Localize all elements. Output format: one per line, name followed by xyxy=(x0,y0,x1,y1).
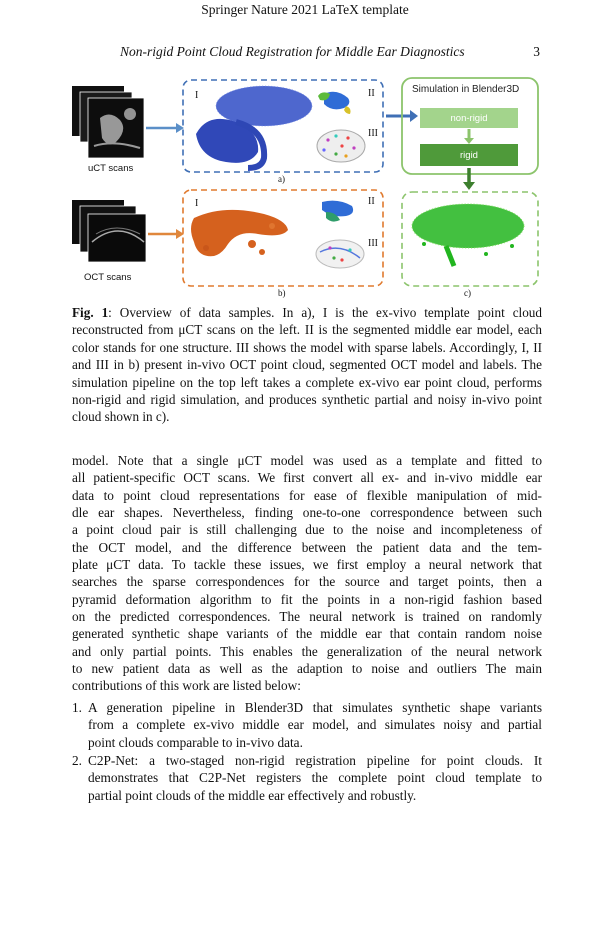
panel-a-label: a) xyxy=(278,174,285,184)
running-head: Springer Nature 2021 LaTeX template xyxy=(201,2,409,17)
contribution-line: partial point clouds of the middle ear effectively and robustly. xyxy=(88,787,417,803)
oct-point-cloud xyxy=(191,210,288,256)
body-line: the OCT model, and the difference between the patient data and the tem- xyxy=(72,539,542,555)
header-title: Non-rigid Point Cloud Registration for Middle Ear Diagnostics xyxy=(120,44,465,59)
arrow-sim-to-c-head xyxy=(463,182,475,190)
panel-b-label: b) xyxy=(278,288,286,298)
arrow-to-sim-head xyxy=(410,110,418,122)
contribution-item-2 xyxy=(72,752,542,804)
body-line: a point cloud pair is still challenging due to the noise and incompleteness of xyxy=(72,522,542,538)
synthetic-point-cloud xyxy=(412,204,524,266)
body-line: model. Note that a single μCT model was used as a template and fitted to xyxy=(72,453,542,468)
contribution-number: 1. xyxy=(72,700,82,715)
body-line: on the predicted correspondences. The neural network is trained on randomly xyxy=(72,609,542,625)
contribution-item-1 xyxy=(72,699,542,751)
oct-scans-label: OCT scans xyxy=(84,272,132,283)
body-line: and only partial points. This enables the generalization of the neural network xyxy=(72,643,542,659)
caption-text: : Overview of data samples. In a), I is the ex-vivo template point cloud reconstructed from μCT scans on the left. II is the segmented middle ear model, each color stands for one structure. III shows the model with sparse labels. Accordingly, I, II and III in b) present in-vivo OCT point cloud, segmented OCT model and labels. The simulation pipeline on the top left takes a complete ex-vivo ear point cloud, performs non-rigid and rigid simulation, and produces synthetic partial and noisy in-vivo point cloud shown in c). xyxy=(72,305,542,425)
panel-a-mark-II: II xyxy=(368,88,375,99)
simulation-title: Simulation in Blender3D xyxy=(412,84,520,95)
panel-b-mark-III: III xyxy=(368,238,378,249)
body-line: all patient-specific OCT scans. We first convert all ex- and in-vivo middle ear xyxy=(72,470,542,486)
uct-scans-label: uCT scans xyxy=(88,163,134,174)
contribution-line: C2P-Net: a two-staged non-rigid registration pipeline for point clouds. It xyxy=(88,753,542,768)
body-line: data to point cloud representations for ease of flexible manipulation of mid- xyxy=(72,487,542,503)
sim-nonrigid-label: non-rigid xyxy=(450,112,488,124)
body-line: pyramid deformation algorithm to fit the points in a non-rigid fashion based xyxy=(72,591,542,607)
contribution-number: 2. xyxy=(72,753,82,768)
panel-a-mark-III: III xyxy=(368,128,378,139)
body-line: searches the sparse correspondences for the source and target points, then a xyxy=(72,574,542,590)
template-point-cloud xyxy=(196,86,312,168)
panel-c-label: c) xyxy=(464,288,471,298)
contribution-line: point clouds comparable to in-vivo data. xyxy=(88,734,303,750)
page-header xyxy=(120,44,540,60)
panel-b-mark-II: II xyxy=(368,196,375,207)
body-line: plate μCT data. To tackle these issues, we first employ a neural network that xyxy=(72,557,542,573)
panel-a-mark-I: I xyxy=(195,90,199,101)
segmented-oct-model xyxy=(322,201,353,222)
contribution-line: A generation pipeline in Blender3D that simulates synthetic shape variants xyxy=(88,700,542,715)
figure-caption xyxy=(72,304,542,426)
uct-scan-stack xyxy=(72,86,144,158)
contribution-line: demonstrates that C2P-Net registers the complete point cloud template to xyxy=(88,770,542,786)
sparse-labels-model xyxy=(317,130,365,162)
oct-scan-stack xyxy=(72,200,146,262)
page-number: 3 xyxy=(533,44,540,59)
figure-label: Fig. 1 xyxy=(72,305,109,320)
body-line: generated synthetic shape variants of the middle ear that contain random noise xyxy=(72,626,542,642)
panel-b-mark-I: I xyxy=(195,198,199,209)
figure-1 xyxy=(66,76,546,304)
segmented-model xyxy=(318,92,351,114)
body-line: dle ear shapes. Nevertheless, finding one-to-one correspondence between such xyxy=(72,505,542,521)
body-line: contributions of this work are listed below: xyxy=(72,678,301,694)
body-paragraph xyxy=(72,452,542,695)
oct-labels-model xyxy=(316,240,364,268)
sim-rigid-label: rigid xyxy=(460,149,478,161)
body-line: to new patient data as well as the adaption to noise and outliers The main xyxy=(72,661,542,677)
contribution-line: from a complete ex-vivo middle ear model, and simulates noisy and partial xyxy=(88,717,542,733)
